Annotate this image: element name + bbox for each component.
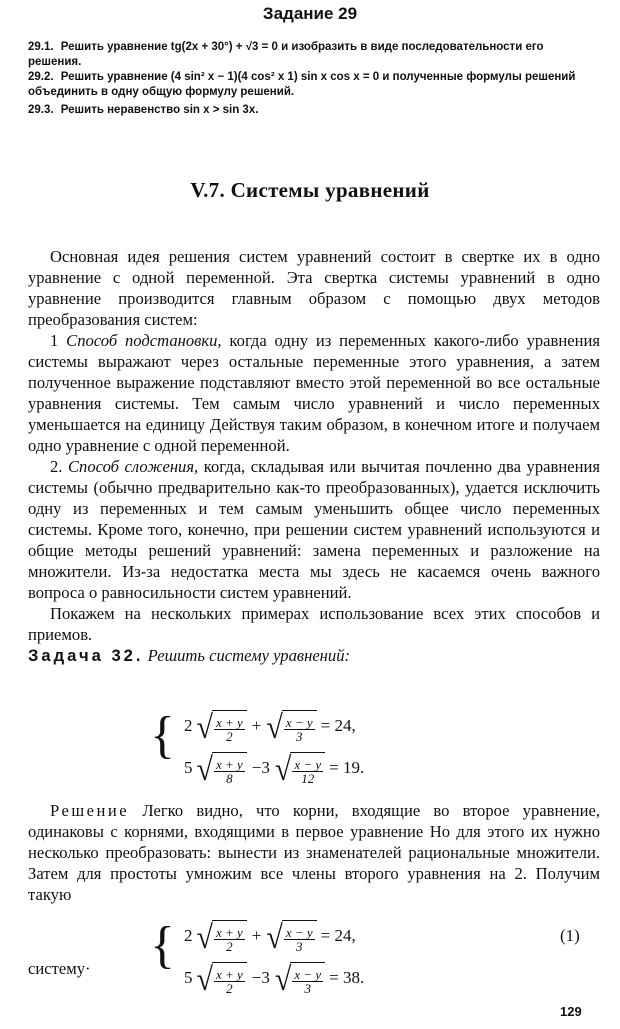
equation-number: (1) xyxy=(560,926,580,945)
sqrt-expression: √ $\frac{x - y}{3}$ xyxy=(275,962,325,995)
equation xyxy=(184,916,356,956)
sqrt-expression: √ $\frac{x - y}{12}$ xyxy=(275,752,325,785)
equation xyxy=(184,706,356,746)
method-name: Способ подстановки, xyxy=(66,331,222,350)
solution-label: Решение xyxy=(50,801,130,820)
brace-symbol: { xyxy=(150,917,175,974)
coefficient: 2 xyxy=(184,716,193,735)
task-text: Решить уравнение (4 sin² x − 1)(4 cos² x 1) sin x cos x = 0 и полученные формулы решений объединить в одну общую формулу решений. xyxy=(28,71,576,98)
list-number: 2. xyxy=(50,457,63,476)
denominator: 12 xyxy=(301,770,315,786)
paragraph xyxy=(28,330,600,456)
right-hand-side: = 24, xyxy=(320,926,356,945)
paragraph-text: когда одну из переменных какого-либо уравнения системы выражают через остальные переменные этого уравнения, а затем полученное выражение подставляют вместо этой переменной во все остальные уравнения системы. Тем самым число уравнений и число переменных уменьшается на единицу Действуя таким образом, в конечном итоге и получаем одно уравнение с одной переменной. xyxy=(28,331,600,455)
task-item xyxy=(28,103,598,118)
right-hand-side: = 38. xyxy=(329,968,365,987)
page-number: 129 xyxy=(560,1004,582,1019)
denominator: 3 xyxy=(304,980,311,996)
equation xyxy=(184,958,364,998)
numerator: x + y xyxy=(215,924,243,940)
sqrt-expression: √ $\frac{x - y}{3}$ xyxy=(266,920,316,953)
denominator: 3 xyxy=(296,728,303,744)
right-hand-side: = 19. xyxy=(329,758,365,777)
equation-system xyxy=(150,910,490,1002)
task-number: 29.3. xyxy=(28,104,54,116)
problem-label: Задача 32. xyxy=(28,646,144,665)
equation-system xyxy=(150,700,490,792)
operator: + xyxy=(251,716,262,735)
paragraph-text: когда, складывая или вычитая почленно два уравнения системы (обычно предварительно как-то преобразованных), удается исключить одну из переменных и тем самым уменьшить общее число переменных системы. Кроме того, конечно, при решении систем уравнений используются и общие методы решений уравнений: замена переменных и разложение на множители. Из-за недостатка места мы здесь не касаемся очень важного вопроса о равносильности систем уравнений. xyxy=(28,457,600,602)
task-number: 29.1. xyxy=(28,41,54,53)
sqrt-expression: √ $\frac{x + y}{8}$ xyxy=(197,752,247,785)
coefficient: 5 xyxy=(184,758,193,777)
section-title: V.7. Системы уравнений xyxy=(190,178,430,202)
right-hand-side: = 24, xyxy=(320,716,356,735)
main-text xyxy=(28,246,600,666)
method-name: Способ сложения, xyxy=(67,457,199,476)
problem-text: Решить систему уравнений: xyxy=(147,646,351,665)
numerator: x − y xyxy=(285,714,313,730)
solution-text xyxy=(28,800,600,905)
sqrt-expression: √ $\frac{x + y}{2}$ xyxy=(197,920,247,953)
denominator: 2 xyxy=(226,728,233,744)
operator: + xyxy=(251,926,262,945)
paragraph: Основная идея решения систем уравнений состоит в свертке их в одно уравнение с одной переменной. Эта свертка системы уравнений в одно уравнение производится главным образом с помощью двух методов преобразования систем: xyxy=(28,247,600,329)
task-item xyxy=(28,40,598,69)
list-number: 1 xyxy=(50,331,59,350)
denominator: 3 xyxy=(296,938,303,954)
numerator: x + y xyxy=(215,714,243,730)
brace-symbol: { xyxy=(150,707,175,764)
system-word: систему· xyxy=(28,959,91,978)
numerator: x + y xyxy=(215,966,243,982)
coefficient: 2 xyxy=(184,926,193,945)
operator: −3 xyxy=(251,968,270,987)
coefficient: 5 xyxy=(184,968,193,987)
paragraph xyxy=(28,456,600,603)
task-item xyxy=(28,70,598,99)
numerator: x − y xyxy=(294,966,322,982)
operator: −3 xyxy=(251,758,270,777)
sqrt-expression: √ $\frac{x + y}{2}$ xyxy=(197,710,247,743)
task-text: Решить уравнение tg(2x + 30°) + √3 = 0 и изобразить в виде последовательности его решения. xyxy=(28,41,544,68)
sqrt-expression: √ $\frac{x - y}{3}$ xyxy=(266,710,316,743)
equation xyxy=(184,748,364,788)
problem-statement xyxy=(28,645,600,666)
paragraph xyxy=(28,800,600,905)
numerator: x + y xyxy=(215,756,243,772)
denominator: 2 xyxy=(226,980,233,996)
sqrt-expression: √ $\frac{x + y}{2}$ xyxy=(197,962,247,995)
numerator: x − y xyxy=(285,924,313,940)
paragraph-text: Легко видно, что корни, входящие во второе уравнение, одинаковы с корнями, входящими в первое уравнение Но для этого их нужно несколько преобразовать: вынести из знаменателей рациональные множители. Затем для простоты умножим все члены второго уравнения на 2. Получим такую xyxy=(28,801,600,904)
paragraph: Покажем на нескольких примерах использование всех этих способов и приемов. xyxy=(28,604,600,644)
denominator: 2 xyxy=(226,938,233,954)
numerator: x − y xyxy=(294,756,322,772)
task-number: 29.2. xyxy=(28,71,54,83)
task-text: Решить неравенство sin x > sin 3x. xyxy=(60,104,259,116)
task-header: Задание 29 xyxy=(262,4,358,23)
denominator: 8 xyxy=(226,770,233,786)
